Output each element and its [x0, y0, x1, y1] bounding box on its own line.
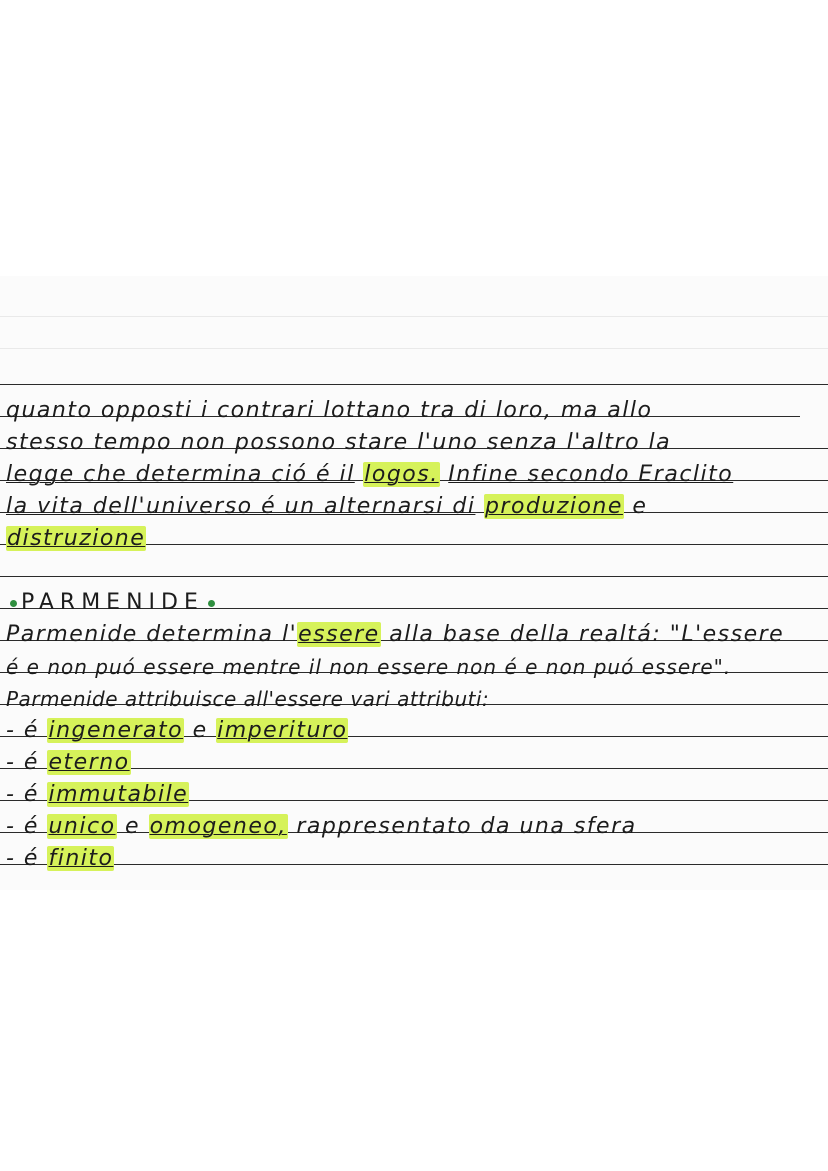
highlight-term: immutabile	[48, 782, 189, 807]
parmenide-line-2: é e non puó essere mentre il non essere non é e non puó essere".	[6, 655, 732, 679]
paragraph-line-2: stesso tempo non possono stare l'uno senza l'altro la	[6, 430, 672, 455]
text-line	[6, 494, 647, 520]
faint-rule	[0, 348, 828, 349]
list-item	[6, 846, 114, 872]
highlight-term: finito	[48, 846, 114, 871]
text-line	[6, 654, 731, 680]
paragraph-line-1: quanto opposti i contrari lottano tra di loro, ma allo	[6, 398, 653, 423]
notebook-page	[0, 276, 828, 890]
parmenide-line-1-start: Parmenide determina l'	[6, 622, 298, 647]
highlight-distruzione: distruzione	[7, 526, 146, 551]
list-item	[6, 750, 131, 776]
list-item	[6, 782, 189, 808]
list-item-prefix: - é	[6, 846, 39, 871]
bullet-dot-icon	[10, 600, 17, 607]
paragraph-line-3-start: legge che determina ció é il	[6, 462, 355, 487]
text-line	[6, 622, 784, 648]
section-title	[6, 590, 219, 616]
highlight-essere: essere	[298, 622, 380, 647]
section-title-text: PARMENIDE	[21, 590, 204, 615]
text-line	[6, 526, 146, 552]
list-item-conjunction: e	[192, 718, 208, 743]
faint-rule	[0, 316, 828, 317]
highlight-term: ingenerato	[48, 718, 184, 743]
list-item-rest: rappresentato da una sfera	[296, 814, 637, 839]
list-item-conjunction: e	[125, 814, 141, 839]
paragraph-line-3-end: Infine secondo Eraclito	[448, 462, 734, 487]
paragraph-line-4-start: la vita dell'universo é un alternarsi di	[6, 494, 476, 519]
list-item	[6, 718, 348, 744]
highlight-term: eterno	[48, 750, 130, 775]
parmenide-line-1-end: alla base della realtá: "L'essere	[389, 622, 785, 647]
paragraph-line-4-end: e	[632, 494, 648, 519]
text-line	[6, 398, 652, 424]
list-item-prefix: - é	[6, 782, 39, 807]
highlight-term: omogeneo,	[149, 814, 287, 839]
highlight-logos: logos.	[364, 462, 439, 487]
ruled-line	[0, 384, 828, 385]
text-line	[6, 462, 733, 488]
parmenide-line-3: Parmenide attribuisce all'essere vari attributi:	[6, 687, 490, 711]
text-line	[6, 430, 671, 456]
highlight-term: unico	[48, 814, 116, 839]
list-item	[6, 814, 637, 840]
text-line	[6, 686, 489, 712]
bullet-dot-icon	[208, 600, 215, 607]
list-item-prefix: - é	[6, 814, 39, 839]
highlight-produzione: produzione	[484, 494, 623, 519]
highlight-term: imperituro	[217, 718, 348, 743]
ruled-line	[0, 576, 828, 577]
list-item-prefix: - é	[6, 750, 39, 775]
list-item-prefix: - é	[6, 718, 39, 743]
ruled-line	[0, 864, 828, 865]
